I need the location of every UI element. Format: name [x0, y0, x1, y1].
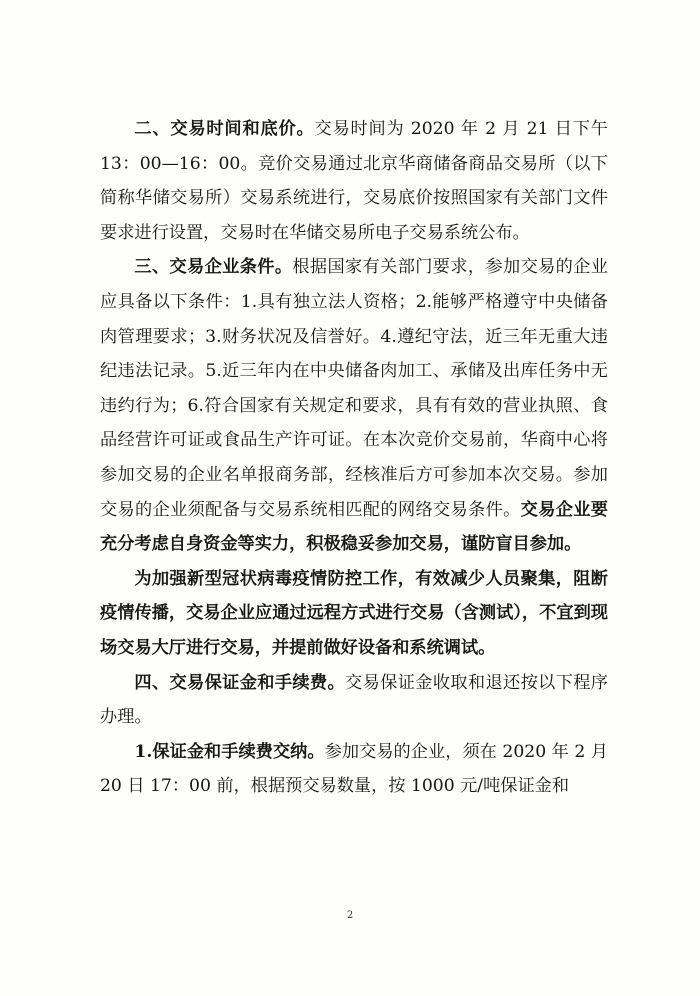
paragraph-enterprise-conditions [100, 250, 608, 561]
paragraph-trading-time [100, 112, 608, 250]
paragraph-text: 交易保证金收取和退还按以下程序办理。 [100, 672, 608, 728]
page-number: 2 [346, 910, 354, 921]
paragraph-text: 交易时间为 2020 年 2 月 21 日下午 13：00—16：00。竞价交易通过北京华商储备商品交易所（以下简称华储交易所）交易系统进行，交易底价按照国家有关部门文件要求进行设置，交易时在华储交易所电子交易系统公布。 [100, 119, 608, 243]
paragraph-text: 根据国家有关部门要求，参加交易的企业应具备以下条件：1.具有独立法人资格；2.能够严格遵守中央储备肉管理要求；3.财务状况及信誉好。4.遵纪守法，近三年无重大违纪违法记录。5.近三年内在中央储备肉加工、承储及出库任务中无违约行为；6.符合国家有关规定和要求，具有有效的营业执照、食品经营许可证或食品生产许可证。在本次竞价交易前，华商中心将参加交易的企业名单报商务部，经核准后方可参加本次交易。参加交易的企业须配备与交易系统相匹配的网络交易条件。 [100, 257, 608, 520]
paragraph-text: 参加交易的企业，须在 2020 年 2 月 20 日 17：00 前，根据预交易数量，按 1000 元/吨保证金和 [100, 741, 608, 797]
paragraph-deposit-fees [100, 666, 608, 735]
section-heading: 四、交易保证金和手续费。 [134, 672, 346, 693]
section-heading: 1.保证金和手续费交纳。 [134, 741, 325, 762]
paragraph-deposit-payment [100, 735, 608, 804]
section-heading: 二、交易时间和底价。 [134, 119, 315, 139]
emphasis-text: 交易企业要充分考虑自身资金等实力，积极稳妥参加交易，谨防盲目参加。 [100, 499, 608, 555]
document-body [100, 112, 608, 804]
paragraph-epidemic-notice: 为加强新型冠状病毒疫情防控工作，有效减少人员聚集，阻断疫情传播，交易企业应通过远程方式进行交易（含测试），不宜到现场交易大厅进行交易，并提前做好设备和系统调试。 [100, 568, 608, 658]
section-heading: 三、交易企业条件。 [134, 257, 293, 278]
